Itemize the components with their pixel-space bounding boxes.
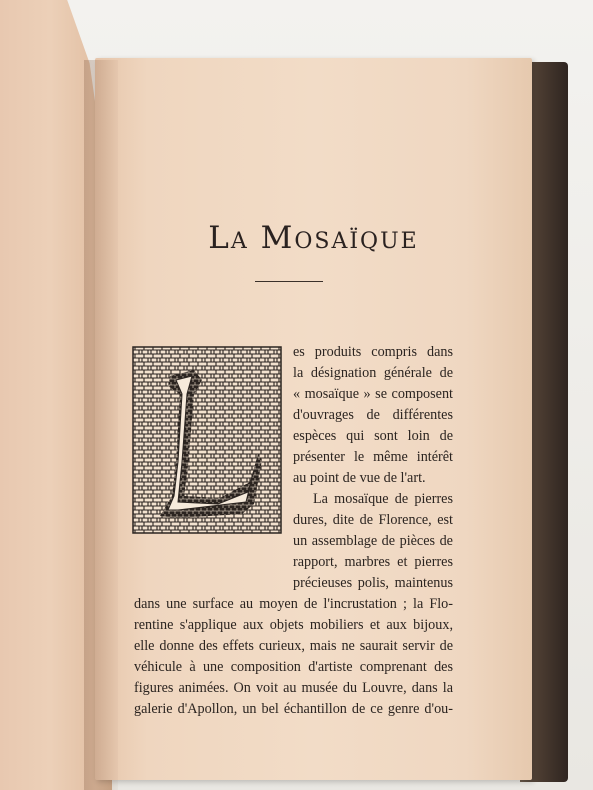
text-line-9: dures, dite de Florence, est <box>293 512 453 528</box>
text-line-11: rapport, marbres et pierres <box>293 554 453 570</box>
text-line-8: La mosaïque de pierres <box>313 491 453 507</box>
text-line-5: espèces qui sont loin de <box>293 428 453 444</box>
text-line-18: galerie d'Apollon, un bel échantillon de ce genre d'ou- <box>134 701 453 717</box>
page-title: La Mosaïque <box>208 220 419 256</box>
book-gutter <box>84 60 118 790</box>
text-line-15: elle donne des effets curieux, mais ne saurait servir de <box>134 638 453 654</box>
title-rule <box>255 281 323 282</box>
text-line-14: rentine s'applique aux objets mobiliers et aux bijoux, <box>134 617 453 633</box>
text-line-10: un assemblage de pièces de <box>293 533 453 549</box>
text-line-16: véhicule à une composition d'artiste comprenant des <box>134 659 453 675</box>
text-line-1: es produits compris dans <box>293 344 453 360</box>
text-line-13: dans une surface au moyen de l'incrustation ; la Flo- <box>134 596 453 612</box>
dropcap-mosaic-illustration <box>132 346 282 534</box>
text-line-3: « mosaïque » se composent <box>293 386 453 402</box>
text-line-17: figures animées. On voit au musée du Louvre, dans la <box>134 680 453 696</box>
text-line-12: précieuses polis, maintenus <box>293 575 453 591</box>
text-line-2: la désignation générale de <box>293 365 453 381</box>
text-line-7: au point de vue de l'art. <box>293 470 426 486</box>
text-line-4: d'ouvrages de différentes <box>293 407 453 423</box>
text-line-6: présenter le même intérêt <box>293 449 453 465</box>
